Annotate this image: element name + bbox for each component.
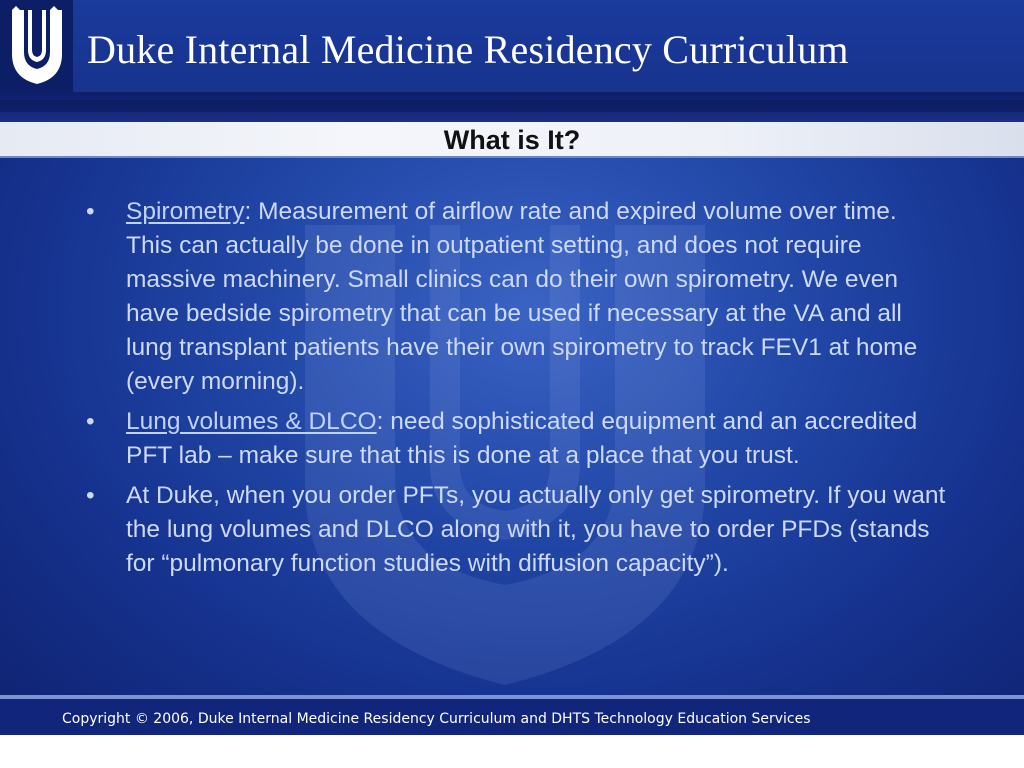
bullet-dot: • — [86, 408, 95, 435]
bullet-item-duke-pfts — [86, 479, 946, 581]
term-lung-volumes-link[interactable]: Lung volumes & DLCO — [126, 408, 377, 435]
footer-band — [0, 699, 1024, 735]
duke-shield-icon — [6, 6, 68, 86]
slide-title: What is It? — [443, 125, 581, 155]
bullet-text: : need sophisticated equipment and an accredited PFT lab – make sure that this is done at a place that you trust. — [126, 408, 918, 469]
bullet-text: At Duke, when you order PFTs, you actually only get spirometry. If you want the lung volumes and DLCO along with it, you have to order PFDs (stands for “pulmonary function studies with diffusion capacity”). — [126, 482, 946, 577]
divider-strip — [0, 100, 1024, 112]
term-spirometry-link[interactable]: Spirometry — [126, 198, 245, 225]
copyright-text: Copyright © 2006, Duke Internal Medicine Residency Curriculum and DHTS Technology Education Services — [62, 711, 811, 727]
header-band — [0, 0, 1024, 92]
bullet-dot: • — [86, 482, 95, 509]
bullet-item-spirometry — [86, 195, 946, 399]
bullet-list — [86, 195, 946, 587]
header-title: Duke Internal Medicine Residency Curriculum — [87, 27, 849, 72]
bullet-dot: • — [86, 198, 95, 225]
slide-title-bar — [0, 122, 1024, 158]
bullet-item-lung-volumes — [86, 405, 946, 473]
duke-logo — [0, 0, 73, 92]
header-divider-band — [0, 92, 1024, 122]
bullet-text: : Measurement of airflow rate and expired volume over time. This can actually be done in outpatient setting, and does not require massive machinery. Small clinics can do their own spirometry. We even have bedside spirometry that can be used if necessary at the VA and all lung transplant patients have their own spirometry to track FEV1 at home (every morning). — [126, 198, 918, 395]
